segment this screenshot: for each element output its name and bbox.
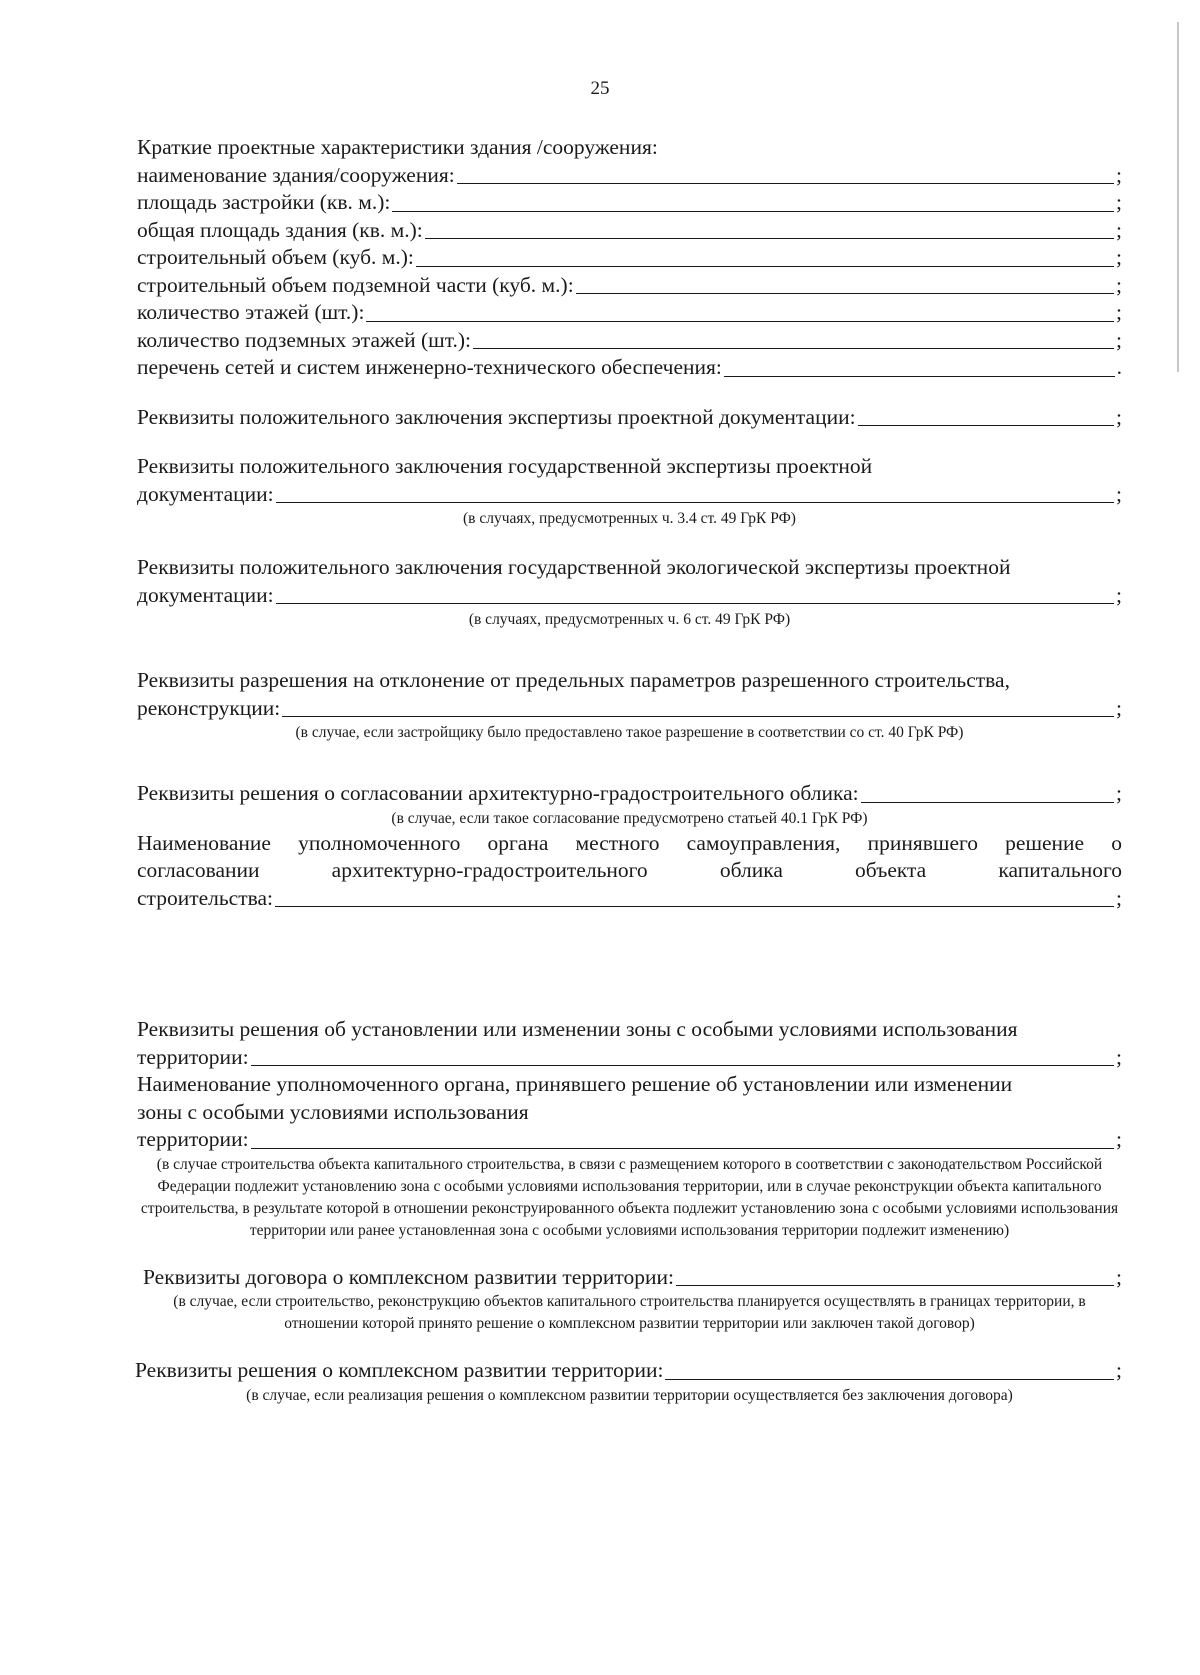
architecture-authority-line2: согласовании архитектурно-градостроительного облика объекта капитального [137, 858, 1122, 882]
fill-blank[interactable] [251, 1064, 1114, 1066]
field-state-expertise: документации: ; [137, 481, 1122, 509]
field-label: Реквизиты решения о комплексном развитии территории: [135, 1358, 664, 1382]
field-deviation: реконструкции: ; [137, 695, 1122, 723]
field-utility-networks: перечень сетей и систем инженерно-технического обеспечения: . [137, 354, 1122, 382]
zone-note: (в случае строительства объекта капитального строительства, в связи с размещением которого в соответствии с законодательством Российской Федерации подлежит установлению зона с особыми условиями использования территории, или в случае реконструкции объекта капитального строительства, в результате которой в отношении реконструированного объекта подлежит установлению зона с особыми условиями использования территории или ранее установленная зона с особыми условиями использования территории подлежит изменению) [140, 1155, 1119, 1239]
field-label: строительный объем (куб. м.): [137, 245, 414, 269]
field-label: количество этажей (шт.): [137, 300, 365, 324]
fill-blank[interactable] [858, 424, 1114, 426]
deviation-note: (в случае, если застройщику было предоставлено такое разрешение в соответствии со ст. 40 ГрК РФ) [295, 724, 964, 741]
fill-blank[interactable] [425, 237, 1114, 239]
fill-blank[interactable] [665, 1378, 1114, 1380]
field-label: строительный объем подземной части (куб. м.): [137, 272, 574, 297]
architecture-authority-line1: Наименование уполномоченного органа местного самоуправления, принявшего решение о [137, 830, 1122, 855]
fill-blank[interactable] [457, 182, 1114, 184]
field-label: общая площадь здания (кв. м.): [137, 217, 423, 242]
page-number: 25 [590, 78, 610, 99]
scan-edge-line [1177, 22, 1179, 372]
field-volume: строительный объем (куб. м.): ; [137, 244, 1122, 272]
field-label: территории: [137, 1044, 249, 1069]
field-underground-volume: строительный объем подземной части (куб. м.): ; [137, 272, 1122, 300]
fill-blank[interactable] [276, 501, 1114, 503]
field-complex-decision: Реквизиты решения о комплексном развитии территории: ; [135, 1357, 1122, 1385]
fill-blank[interactable] [416, 265, 1114, 267]
field-complex-contract: Реквизиты договора о комплексном развитии территории: ; [143, 1264, 1122, 1292]
deviation-title: Реквизиты разрешения на отклонение от предельных параметров разрешенного строительства, [137, 668, 1010, 692]
fill-blank[interactable] [392, 210, 1114, 212]
field-floors: количество этажей (шт.): ; [137, 299, 1122, 327]
zone-authority-line2: зоны с особыми условиями использования [137, 1099, 529, 1124]
field-label: наименование здания/сооружения: [137, 162, 455, 187]
field-total-area: общая площадь здания (кв. м.): ; [137, 217, 1122, 245]
fill-blank[interactable] [576, 292, 1114, 294]
field-label: Реквизиты положительного заключения экспертизы проектной документации: [137, 404, 856, 429]
field-underground-floors: количество подземных этажей (шт.): ; [137, 327, 1122, 355]
zone-title: Реквизиты решения об установлении или изменении зоны с особыми условиями использования [137, 1017, 1018, 1041]
field-built-area: площадь застройки (кв. м.): ; [137, 189, 1122, 217]
field-eco-expertise: документации: ; [137, 582, 1122, 610]
fill-blank[interactable] [275, 905, 1114, 907]
complex-decision-note: (в случае, если реализация решения о комплексном развитии территории осуществляется без заключения договора) [246, 1386, 1013, 1404]
zone-authority-line1: Наименование уполномоченного органа, принявшего решение об установлении или изменении [137, 1072, 1013, 1096]
complex-contract-note: (в случае, если строительство, реконструкцию объектов капитального строительства планируется осуществлять в границах территории, в отношении которой принято решение о комплексном развитии территории или заключен такой договор) [173, 1293, 1086, 1332]
fill-blank[interactable] [282, 715, 1114, 717]
field-label: строительства: [137, 885, 274, 910]
field-label: Реквизиты договора о комплексном развитии территории: [143, 1264, 674, 1289]
state-expertise-title: Реквизиты положительного заключения государственной экспертизы проектной [137, 454, 873, 478]
eco-expertise-note: (в случаях, предусмотренных ч. 6 ст. 49 ГрК РФ) [468, 611, 791, 628]
fill-blank[interactable] [861, 801, 1114, 803]
fill-blank[interactable] [366, 320, 1114, 322]
fill-blank[interactable] [276, 602, 1114, 604]
field-zone-authority: территории: ; [137, 1126, 1122, 1154]
summary-heading: Краткие проектные характеристики здания /сооружения: [137, 135, 658, 159]
fill-blank[interactable] [724, 375, 1115, 377]
field-expertise: Реквизиты положительного заключения экспертизы проектной документации: ; [137, 404, 1122, 432]
field-label: реконструкции: [137, 695, 281, 720]
field-label: перечень сетей и систем инженерно-технического обеспечения: [137, 355, 722, 379]
fill-blank[interactable] [676, 1284, 1114, 1286]
field-architecture-authority: строительства: ; [137, 885, 1122, 913]
architecture-note: (в случае, если такое согласование предусмотрено статьей 40.1 ГрК РФ) [391, 809, 868, 827]
field-label: площадь застройки (кв. м.): [137, 190, 391, 214]
fill-blank[interactable] [251, 1147, 1114, 1149]
form-content [137, 134, 1122, 1407]
field-architecture: Реквизиты решения о согласовании архитектурно-градостроительного облика: ; [137, 780, 1122, 808]
state-expertise-note: (в случаях, предусмотренных ч. 3.4 ст. 49 ГрК РФ) [463, 510, 796, 527]
fill-blank[interactable] [473, 347, 1114, 349]
field-label: документации: [137, 582, 274, 607]
field-label: документации: [137, 481, 274, 506]
field-zone: территории: ; [137, 1044, 1122, 1072]
eco-expertise-title: Реквизиты положительного заключения государственной экологической экспертизы проектной [137, 555, 1011, 579]
field-label: количество подземных этажей (шт.): [137, 327, 471, 352]
field-building-name: наименование здания/сооружения: ; [137, 162, 1122, 190]
field-label: Реквизиты решения о согласовании архитектурно-градостроительного облика: [137, 781, 859, 805]
field-label: территории: [137, 1127, 249, 1151]
